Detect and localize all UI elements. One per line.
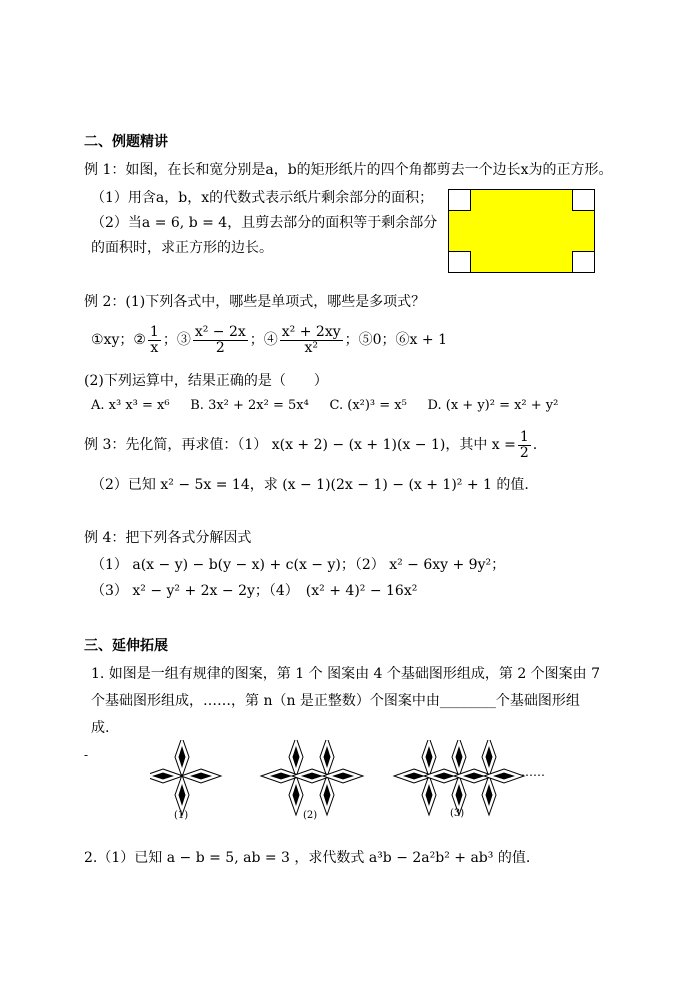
corner-square-br [573, 252, 595, 273]
option-c: C. (x²)³ = x⁵ [329, 398, 407, 413]
example1-title: 例 1：如图，在长和宽分别是a，b的矩形纸片的四个角都剪去一个边长x为的正方形。 [84, 162, 613, 178]
extension-p1-line3: 成. [91, 720, 110, 736]
pattern-label-1: (1) [174, 810, 189, 821]
diamond-pattern-figure [150, 740, 550, 824]
option-b: B. 3x² + 2x² = 5x⁴ [190, 398, 309, 413]
pattern-3 [394, 740, 524, 815]
example1-q1: （1）用含a，b，x的代数式表示纸片剩余部分的面积； [91, 190, 434, 206]
extension-p1-line2: 个基础图形组成，……，第 n（n 是正整数）个图案中由________个基础图形组 [91, 693, 580, 709]
fraction-4: $\frac{\text{x² + 2xy}}{\text{x²}}$ [281, 323, 341, 356]
example3-q2: （2）已知 x² − 5x = 14，求 (x − 1)(2x − 1) − (x + 1)² + 1 的值. [91, 477, 529, 493]
example4-line2: （3） x² − y² + 2x − 2y；（4） (x² + 4)² − 16x² [91, 583, 418, 599]
pattern-2 [261, 740, 363, 815]
fraction-3: $\frac{\text{x² − 2x}}{2}$ [194, 323, 246, 356]
example4-title: 例 4：把下列各式分解因式 [84, 530, 252, 546]
corner-square-tr [573, 190, 595, 211]
example1-q2b: 的面积时，求正方形的边长。 [91, 240, 273, 256]
pattern-label-3: (3) [450, 808, 465, 819]
option-a: A. x³ x³ = x⁶ [91, 398, 170, 413]
pattern-label-2: (2) [303, 810, 318, 821]
expr-1-2: ①xy；② [91, 332, 146, 348]
pattern-ellipsis: …… [521, 765, 545, 779]
example1-q2a: （2）当a = 6, b = 4，且剪去部分的面积等于剩余部分 [91, 215, 438, 231]
corner-square-bl [449, 252, 471, 273]
example3-title: 例 3：先化简，再求值：（1） x(x + 2) − (x + 1)(x − 1)，其中 x = $\frac{1}{2}$ . [84, 428, 538, 461]
example2-options [91, 397, 558, 415]
section-heading-2: 二、例题精讲 [84, 134, 168, 150]
example2-q2: (2)下列运算中，结果正确的是（ ） [84, 373, 328, 389]
option-d: D. (x + y)² = x² + y² [427, 398, 559, 413]
stray-dash: - [84, 748, 89, 762]
example2-title: 例 2：(1)下列各式中，哪些是单项式，哪些是多项式？ [84, 294, 426, 310]
pattern-1 [150, 740, 221, 815]
extension-p1-line1: 1. 如图是一组有规律的图案，第 1 个 图案由 4 个基础图形组成，第 2 个图案由 7 [91, 666, 601, 682]
section-heading-3: 三、延伸拓展 [84, 638, 168, 654]
fraction-half: $\frac{1}{2}$ [519, 428, 529, 461]
example4-line1: （1） a(x − y) − b(y − x) + c(x − y)；（2） x² − 6xy + 9y²； [91, 557, 506, 573]
corner-square-tl [449, 190, 471, 211]
fraction-1-over-x: $\frac{1}{x}$ [149, 323, 159, 356]
extension-p2: 2.（1）已知 a − b = 5, ab = 3 ，求代数式 a³b − 2a²b² + ab³ 的值. [84, 850, 531, 866]
example2-expressions: ①xy；② $\frac{1}{x}$ ；③ $\frac{\text{x² − 2x}}{2}$ ；④ $\frac{\text{x² + 2xy}}{\text{x²}}$ ；⑤0；⑥x + 1 [91, 323, 447, 356]
rectangle-cut-corners-figure [448, 189, 595, 273]
